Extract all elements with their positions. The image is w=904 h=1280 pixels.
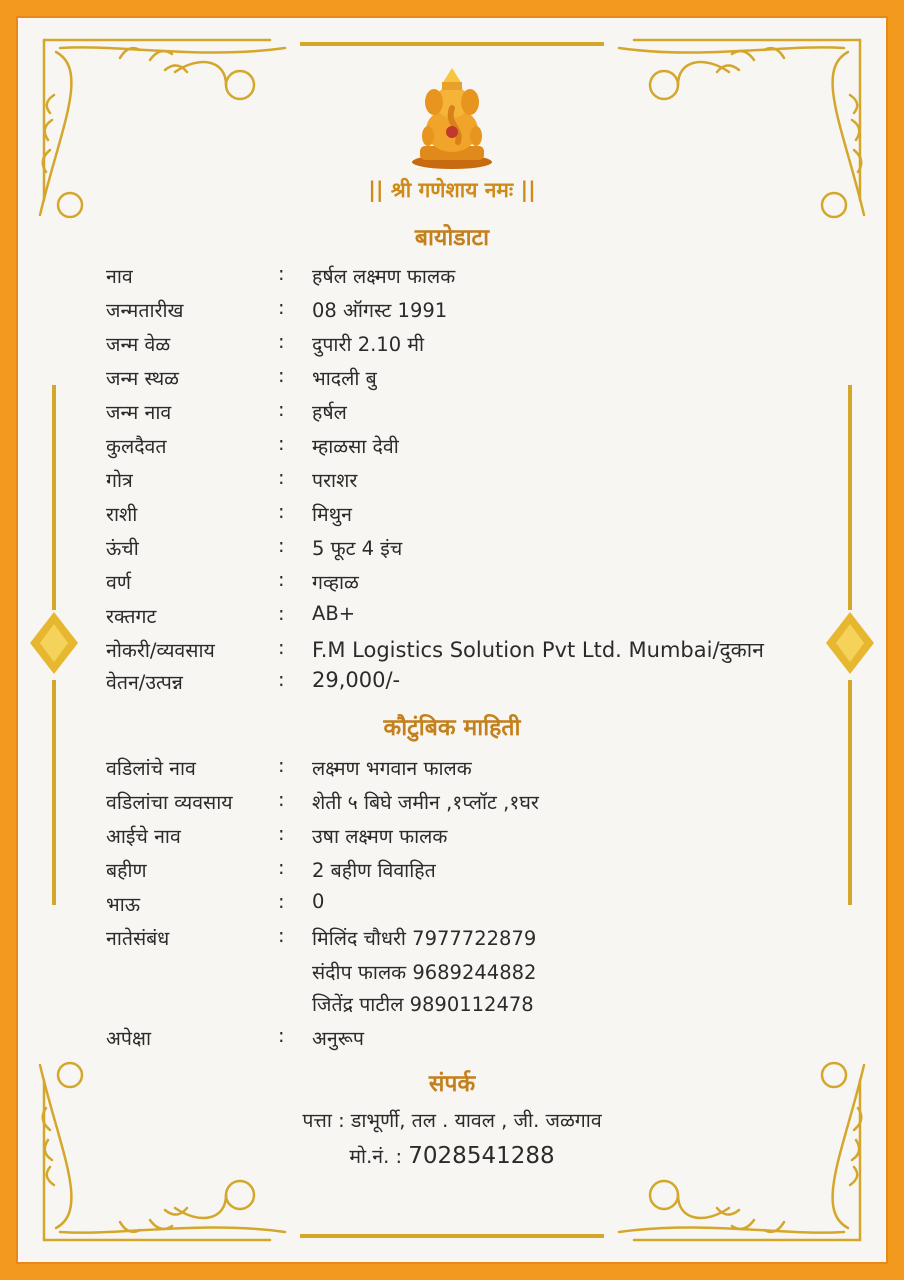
family-row-brother xyxy=(106,890,826,920)
info-row-name xyxy=(106,262,826,292)
separator: : xyxy=(278,296,285,319)
field-value: दुपारी 2.10 मी xyxy=(312,333,425,356)
field-value: भादली बु xyxy=(312,367,377,390)
field-value: उषा लक्ष्मण फालक xyxy=(312,825,448,848)
field-value: 5 फूट 4 इंच xyxy=(312,537,403,560)
info-row-complexion xyxy=(106,568,826,598)
info-row-salary xyxy=(106,668,826,698)
separator: : xyxy=(278,602,285,625)
field-label: अपेक्षा xyxy=(106,1027,152,1050)
field-value: हर्षल लक्ष्मण फालक xyxy=(312,265,456,288)
field-label: नाव xyxy=(106,265,133,288)
info-row-occupation xyxy=(106,636,826,666)
field-value: 08 ऑगस्ट 1991 xyxy=(312,299,448,322)
field-label: बहीण xyxy=(106,859,147,882)
field-label: वडिलांचे नाव xyxy=(106,757,196,780)
field-label: जन्म वेळ xyxy=(106,333,171,356)
family-title: कौटुंबिक माहिती xyxy=(383,715,521,741)
separator: : xyxy=(278,1024,285,1047)
family-row-relations xyxy=(106,924,826,954)
biodata-title: बायोडाटा xyxy=(414,225,490,251)
field-value: मिथुन xyxy=(312,503,352,526)
field-value: पराशर xyxy=(312,469,358,492)
separator: : xyxy=(278,364,285,387)
info-row-blood-group xyxy=(106,602,826,632)
field-label: वर्ण xyxy=(106,571,131,594)
field-label: आईचे नाव xyxy=(106,825,181,848)
field-label: ऊंची xyxy=(106,537,139,560)
info-row-birth-place xyxy=(106,364,826,394)
family-row-mother-name xyxy=(106,822,826,852)
field-value: गव्हाळ xyxy=(312,571,359,594)
info-row-dob xyxy=(106,296,826,326)
separator: : xyxy=(278,924,285,947)
field-label: गोत्र xyxy=(106,469,133,492)
separator: : xyxy=(278,500,285,523)
field-label: भाऊ xyxy=(106,893,141,916)
separator: : xyxy=(278,534,285,557)
mantra-header: || श्री गणेशाय नमः || xyxy=(368,178,536,202)
field-value: हर्षल xyxy=(312,401,347,424)
family-row-sister xyxy=(106,856,826,886)
separator: : xyxy=(278,890,285,913)
field-value: 2 बहीण विवाहित xyxy=(312,859,436,882)
field-label: नोकरी/व्यवसाय xyxy=(106,639,215,662)
field-value: 0 xyxy=(312,890,325,913)
ganesha-idol-icon xyxy=(406,66,498,170)
field-value: अनुरूप xyxy=(312,1027,364,1050)
family-row-father-occupation xyxy=(106,788,826,818)
field-value: AB+ xyxy=(312,602,356,625)
contact-address: पत्ता : डाभूर्णी, तल . यावल , जी. जळगाव xyxy=(302,1109,602,1132)
field-label: रक्तगट xyxy=(106,605,157,628)
field-label: जन्म स्थळ xyxy=(106,367,180,390)
separator: : xyxy=(278,636,285,659)
info-row-birth-time xyxy=(106,330,826,360)
field-label: जन्म नाव xyxy=(106,401,172,424)
field-value: लक्ष्मण भगवान फालक xyxy=(312,757,472,780)
field-label: वडिलांचा व्यवसाय xyxy=(106,791,233,814)
contact-title: संपर्क xyxy=(428,1071,476,1097)
contact-mobile xyxy=(0,1142,904,1169)
separator: : xyxy=(278,466,285,489)
separator: : xyxy=(278,432,285,455)
relation-contact: संदीप फालक 9689244882 xyxy=(312,961,537,984)
separator: : xyxy=(278,398,285,421)
field-value: शेती ५ बिघे जमीन ,१प्लॉट ,१घर xyxy=(312,791,539,814)
field-value: F.M Logistics Solution Pvt Ltd. Mumbai/दुकान xyxy=(312,638,764,662)
separator: : xyxy=(278,330,285,353)
mobile-label: मो.नं. : xyxy=(349,1145,403,1168)
field-value: मिलिंद चौधरी 7977722879 xyxy=(312,927,537,950)
field-value: म्हाळसा देवी xyxy=(312,435,399,458)
info-row-kuldaivat xyxy=(106,432,826,462)
field-label: वेतन/उत्पन्न xyxy=(106,671,183,694)
field-label: जन्मतारीख xyxy=(106,299,184,322)
separator: : xyxy=(278,668,285,691)
separator: : xyxy=(278,788,285,811)
info-row-birth-name xyxy=(106,398,826,428)
info-row-height xyxy=(106,534,826,564)
separator: : xyxy=(278,856,285,879)
field-value: 29,000/- xyxy=(312,668,401,692)
mobile-number: 7028541288 xyxy=(408,1143,555,1169)
expectation-row xyxy=(106,1024,826,1054)
family-row-father-name xyxy=(106,754,826,784)
info-row-gotra xyxy=(106,466,826,496)
field-label: कुलदैवत xyxy=(106,435,167,458)
info-row-rashi xyxy=(106,500,826,530)
separator: : xyxy=(278,822,285,845)
separator: : xyxy=(278,754,285,777)
relation-contact: जितेंद्र पाटील 9890112478 xyxy=(312,993,534,1016)
separator: : xyxy=(278,262,285,285)
field-label: नातेसंबंध xyxy=(106,927,170,950)
field-label: राशी xyxy=(106,503,138,526)
separator: : xyxy=(278,568,285,591)
